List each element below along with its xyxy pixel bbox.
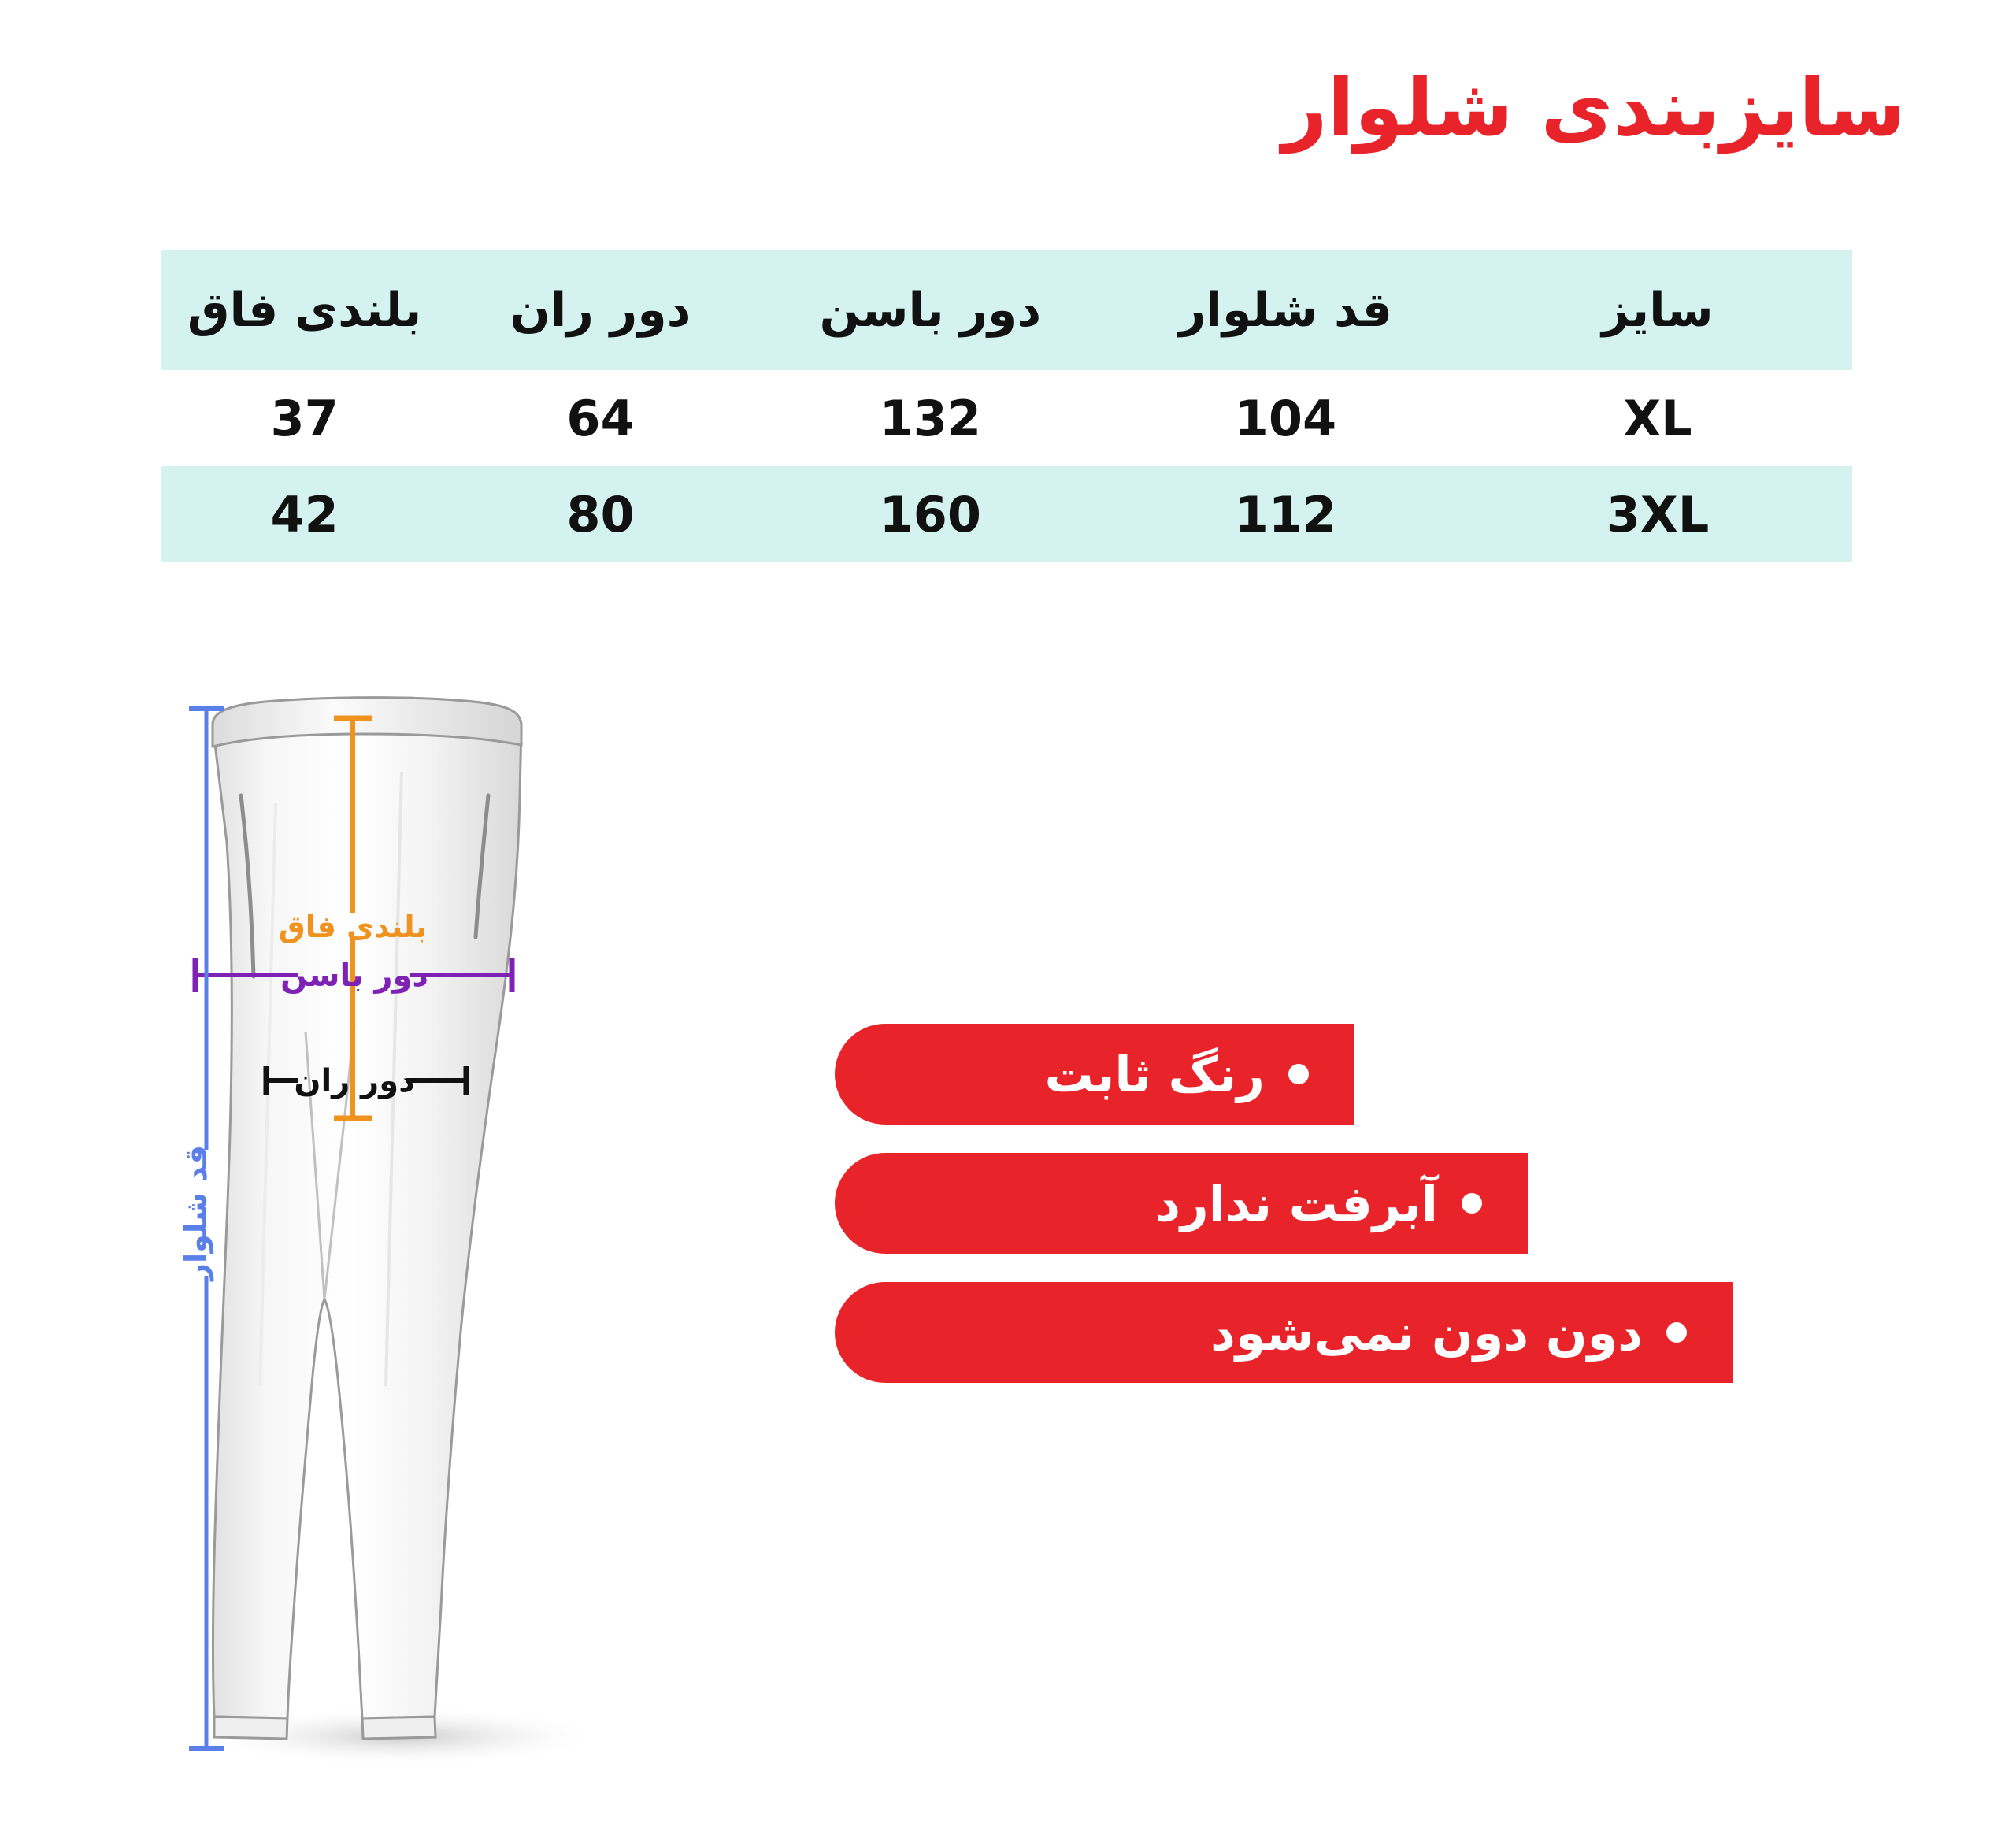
table-header-row: [161, 250, 1852, 370]
table-row: [161, 370, 1852, 466]
bullet-dot-icon: [1288, 1064, 1309, 1084]
table-row: [161, 466, 1852, 562]
size-chart-table: [161, 250, 1852, 562]
feature-label: دون دون نمی‌شود: [1210, 1303, 1643, 1362]
cell-hip: 160: [753, 466, 1108, 562]
page-title: سایزبندی شلوار: [1282, 61, 1906, 154]
pants-diagram: [165, 677, 701, 1780]
rise-label: بلندی فاق: [278, 910, 428, 944]
column-header-rise: بلندی فاق: [161, 250, 448, 370]
hip-label: دور باسن: [280, 958, 428, 994]
cell-rise: 37: [161, 370, 448, 466]
feature-badge-no-shrink: [835, 1153, 1528, 1254]
thigh-label: دور ران: [294, 1063, 415, 1099]
cell-hip: 132: [753, 370, 1108, 466]
cell-size: 3XL: [1463, 466, 1852, 562]
column-header-thigh: دور ران: [448, 250, 753, 370]
feature-label: آبرفت ندارد: [1155, 1174, 1438, 1232]
feature-badge-color-fast: [835, 1024, 1354, 1125]
column-header-size: سایز: [1463, 250, 1852, 370]
cell-length: 112: [1108, 466, 1463, 562]
column-header-length: قد شلوار: [1108, 250, 1463, 370]
column-header-hip: دور باسن: [753, 250, 1108, 370]
cell-thigh: 80: [448, 466, 753, 562]
cell-length: 104: [1108, 370, 1463, 466]
bullet-dot-icon: [1666, 1322, 1687, 1343]
cell-thigh: 64: [448, 370, 753, 466]
bullet-dot-icon: [1462, 1193, 1482, 1214]
length-label: قد شلوار: [179, 1145, 213, 1280]
feature-label: رنگ ثابت: [1044, 1045, 1265, 1103]
cell-size: XL: [1463, 370, 1852, 466]
feature-badge-list: [835, 1024, 1922, 1411]
cell-rise: 42: [161, 466, 448, 562]
feature-badge-no-pilling: [835, 1282, 1732, 1383]
pants-shape: [213, 698, 521, 1739]
